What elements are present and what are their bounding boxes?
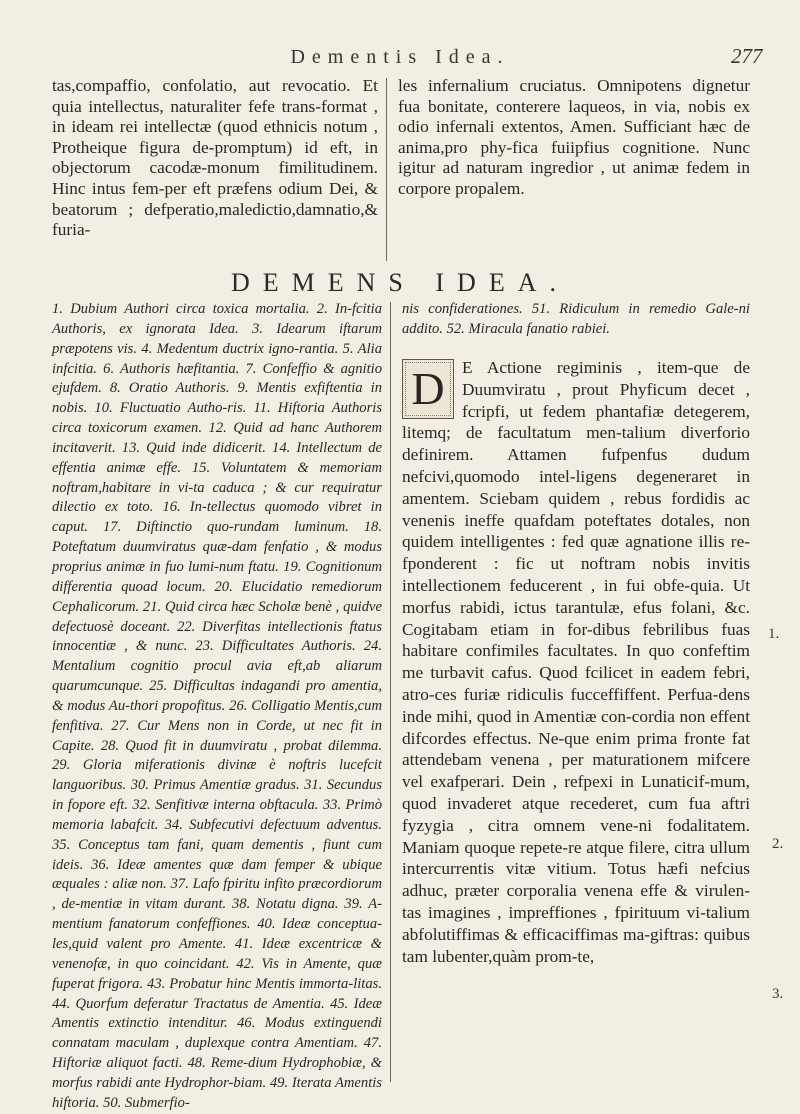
index-continuation bbox=[402, 300, 750, 348]
margin-number: 2. bbox=[772, 836, 784, 852]
column-rule-top bbox=[386, 78, 387, 261]
index-continuation-paragraph: nis confiderationes. 51. Ridiculum in remedio Gale-ni addito. 52. Miracula fanatio rabiei. bbox=[402, 301, 750, 337]
initial-letter: D bbox=[411, 363, 445, 414]
running-head: Dementis Idea. bbox=[290, 46, 510, 68]
page-number: 277 bbox=[731, 44, 763, 68]
main-text-column bbox=[402, 357, 750, 1089]
index-paragraph: 1. Dubium Authori circa toxica mortalia. 2. In-fcitia Authoris, ex ignorata Idea. 3. Idearum iftarum præpotens vis. 4. Medentum ductrix igno-rantia. 5. Alia infcitia. 6. Authoris hæfitantia. 7. Confeffio & agnitio ejufdem. 8. Oratio Authoris. 9. Mentis exfiftentia in nobis. 10. Fluctuatio Autho-ris. 11. Hiftoria Authoris circa toxicorum examen. 12. Quid ad hanc Authorem incitaverit. 13. Quid inde didicerit. 14. Intellectum de effentia animæ effe. 15. Voluntatem & memoriam noftram,habitare in vi-ta caduca ; & cur requiratur dilectio ex toto. 16. In-tellectus quomodo vibret in caput. 17. Diftinctio quo-rundam luminum. 18. Poteftatum duumviratus quæ-dam fenfatio , & modus proprius animæ in fuo lumi-num ftatu. 19. Cognitionum differentia quoad locum. 20. Elucidatio remediorum Cephalicorum. 21. Quid circa hæc Scholæ benè , quidve defectuosè doceant. 22. Diverfitas intellectionis ftatus innocentiæ , & nunc. 23. Difficultates Authoris. 24. Mentalium cognitio procul avia eft,ab aliarum quarumcunque. 25. Difficultas indagandi pro amentia, & modus Au-thori propofitus. 26. Colligatio Mentis,cum fenfitiva. 27. Cur Mens non in Corde, ut nec fit in Capite. 28. Quod fit in duumviratu , probat dilemma. 29. Gloria miferationis divinæ è noftris lucefcit languoribus. 30. Primus Amentiæ gradus. 31. Secundus in fopore eft. 32. Senfitivæ interna obftacula. 33. Primò memoria labafcit. 34. Subfecutivi defectuum adventus. 35. Conceptus tam fani, quam dementis , fiunt cum ideis. 36. Ideæ amentes quæ dam femper & ubique æquales : aliæ non. 37. Lafo fpiritu infito præcordiorum , de-mentiæ in vitam durant. 38. Notatu digna. 39. A-mentium fanatorum confeffiones. 40. Ideæ conceptua-les,quid valent pro Amente. 41. Ideæ excentricæ & venenofæ, in quo coincidant. 42. Vis in Amente, quæ fuperat frigora. 43. Probatur hinc Mentis immorta-litas. 44. Quorfum deferatur Tractatus de Amentia. 45. Ideæ Amentis extinctio intenditur. 46. Modus extinguendi connatam maculam , duplexque contra Amentiam. 47. Hiftoriæ aliquot facti. 48. Reme-dium Hydrophobiæ, & morfus rabidi ante Hydrophor-biam. 49. Iterata Amentis hiftoria. 50. Submerfio- bbox=[52, 301, 382, 1111]
margin-number: 1. bbox=[768, 626, 780, 642]
ornamental-initial bbox=[402, 359, 454, 419]
top-right-column bbox=[398, 76, 750, 266]
top-left-paragraph: tas,compaffio, confolatio, aut revocatio. Et quia intellectus, naturaliter fefe trans-format , in ideam rei intellectæ (quod ethnicis notum , Protheique figura de-promptum) id eft, in objectorum cacodæ-monum fimilitudinem. Hinc intus fem-per eft præfens odium Dei, & beatorum ; defperatio,maledictio,damnatio,& furia- bbox=[52, 76, 378, 240]
section-title: DEMENS IDEA. bbox=[231, 268, 569, 297]
top-left-column bbox=[52, 76, 378, 266]
top-right-paragraph: les infernalium cruciatus. Omnipotens dignetur fua bonitate, conterere laqueos, in via, nobis ex odio infernali extentos, Amen. Sufficiant hæc de anima,pro phy-fica fuiipfius cognitione. Nunc igitur ad naturam ingredior , ut animæ fedem in corpore propalem. bbox=[398, 76, 750, 198]
column-rule-bottom bbox=[390, 302, 391, 1082]
main-paragraph: E Actione regiminis , item-que de Duumviratu , prout Phyficum decet , fcripfi, ut fedem phantafiæ detegerem, litemq; de facultatum men-talium diverforio definirem. Attamen fufpenfus dudum nefcivi,quomodo intel-ligens degeneraret in amentem. Sciebam quidem , rebus fordidis ac venenis ineffe quafdam poteftates dotales, non quidem intelligentes : fed quæ agnatione illis re-fponderent : fic ut noftram nobis invitis intellectionem feducerent , in fui obfe-quia. Ut morfus rabidi, ictus tarantulæ, efus folani, &c. Cogitabam etiam in for-dibus febrilibus fuas habitare confimiles facultates. In quo confeftim me turbavit cafus. Quod fcilicet in eadem febri, atro-ces furiæ ridiculis fucceffiffent. Perfua-dens inde mihi, quod in Amentiæ con-cordia non effent difcordes effectus. Ne-que enim prima fronte fat attendebam venena , per maturationem mifcere vel exafperari. Dein , refpexi in Lunaticif-mum, quod invaderet atque recederet, cum fua aftri fyzygia , citra omnem vene-ni fodalitatem. Maniam quoque repete-re atque filere, citra ullum intercurrentis vitæ vitium. Totus hæfi nefcius adhuc, præter corporalia venena effe & virulen-tas imagines , impreffiones , fpirituum vi-talium abfolutiffimas & efficaciffimas ma-giftras: quibus tam lubenter,quàm prom-te, bbox=[402, 358, 750, 966]
margin-number: 3. bbox=[772, 986, 784, 1002]
chapter-summary-index bbox=[52, 300, 382, 1111]
